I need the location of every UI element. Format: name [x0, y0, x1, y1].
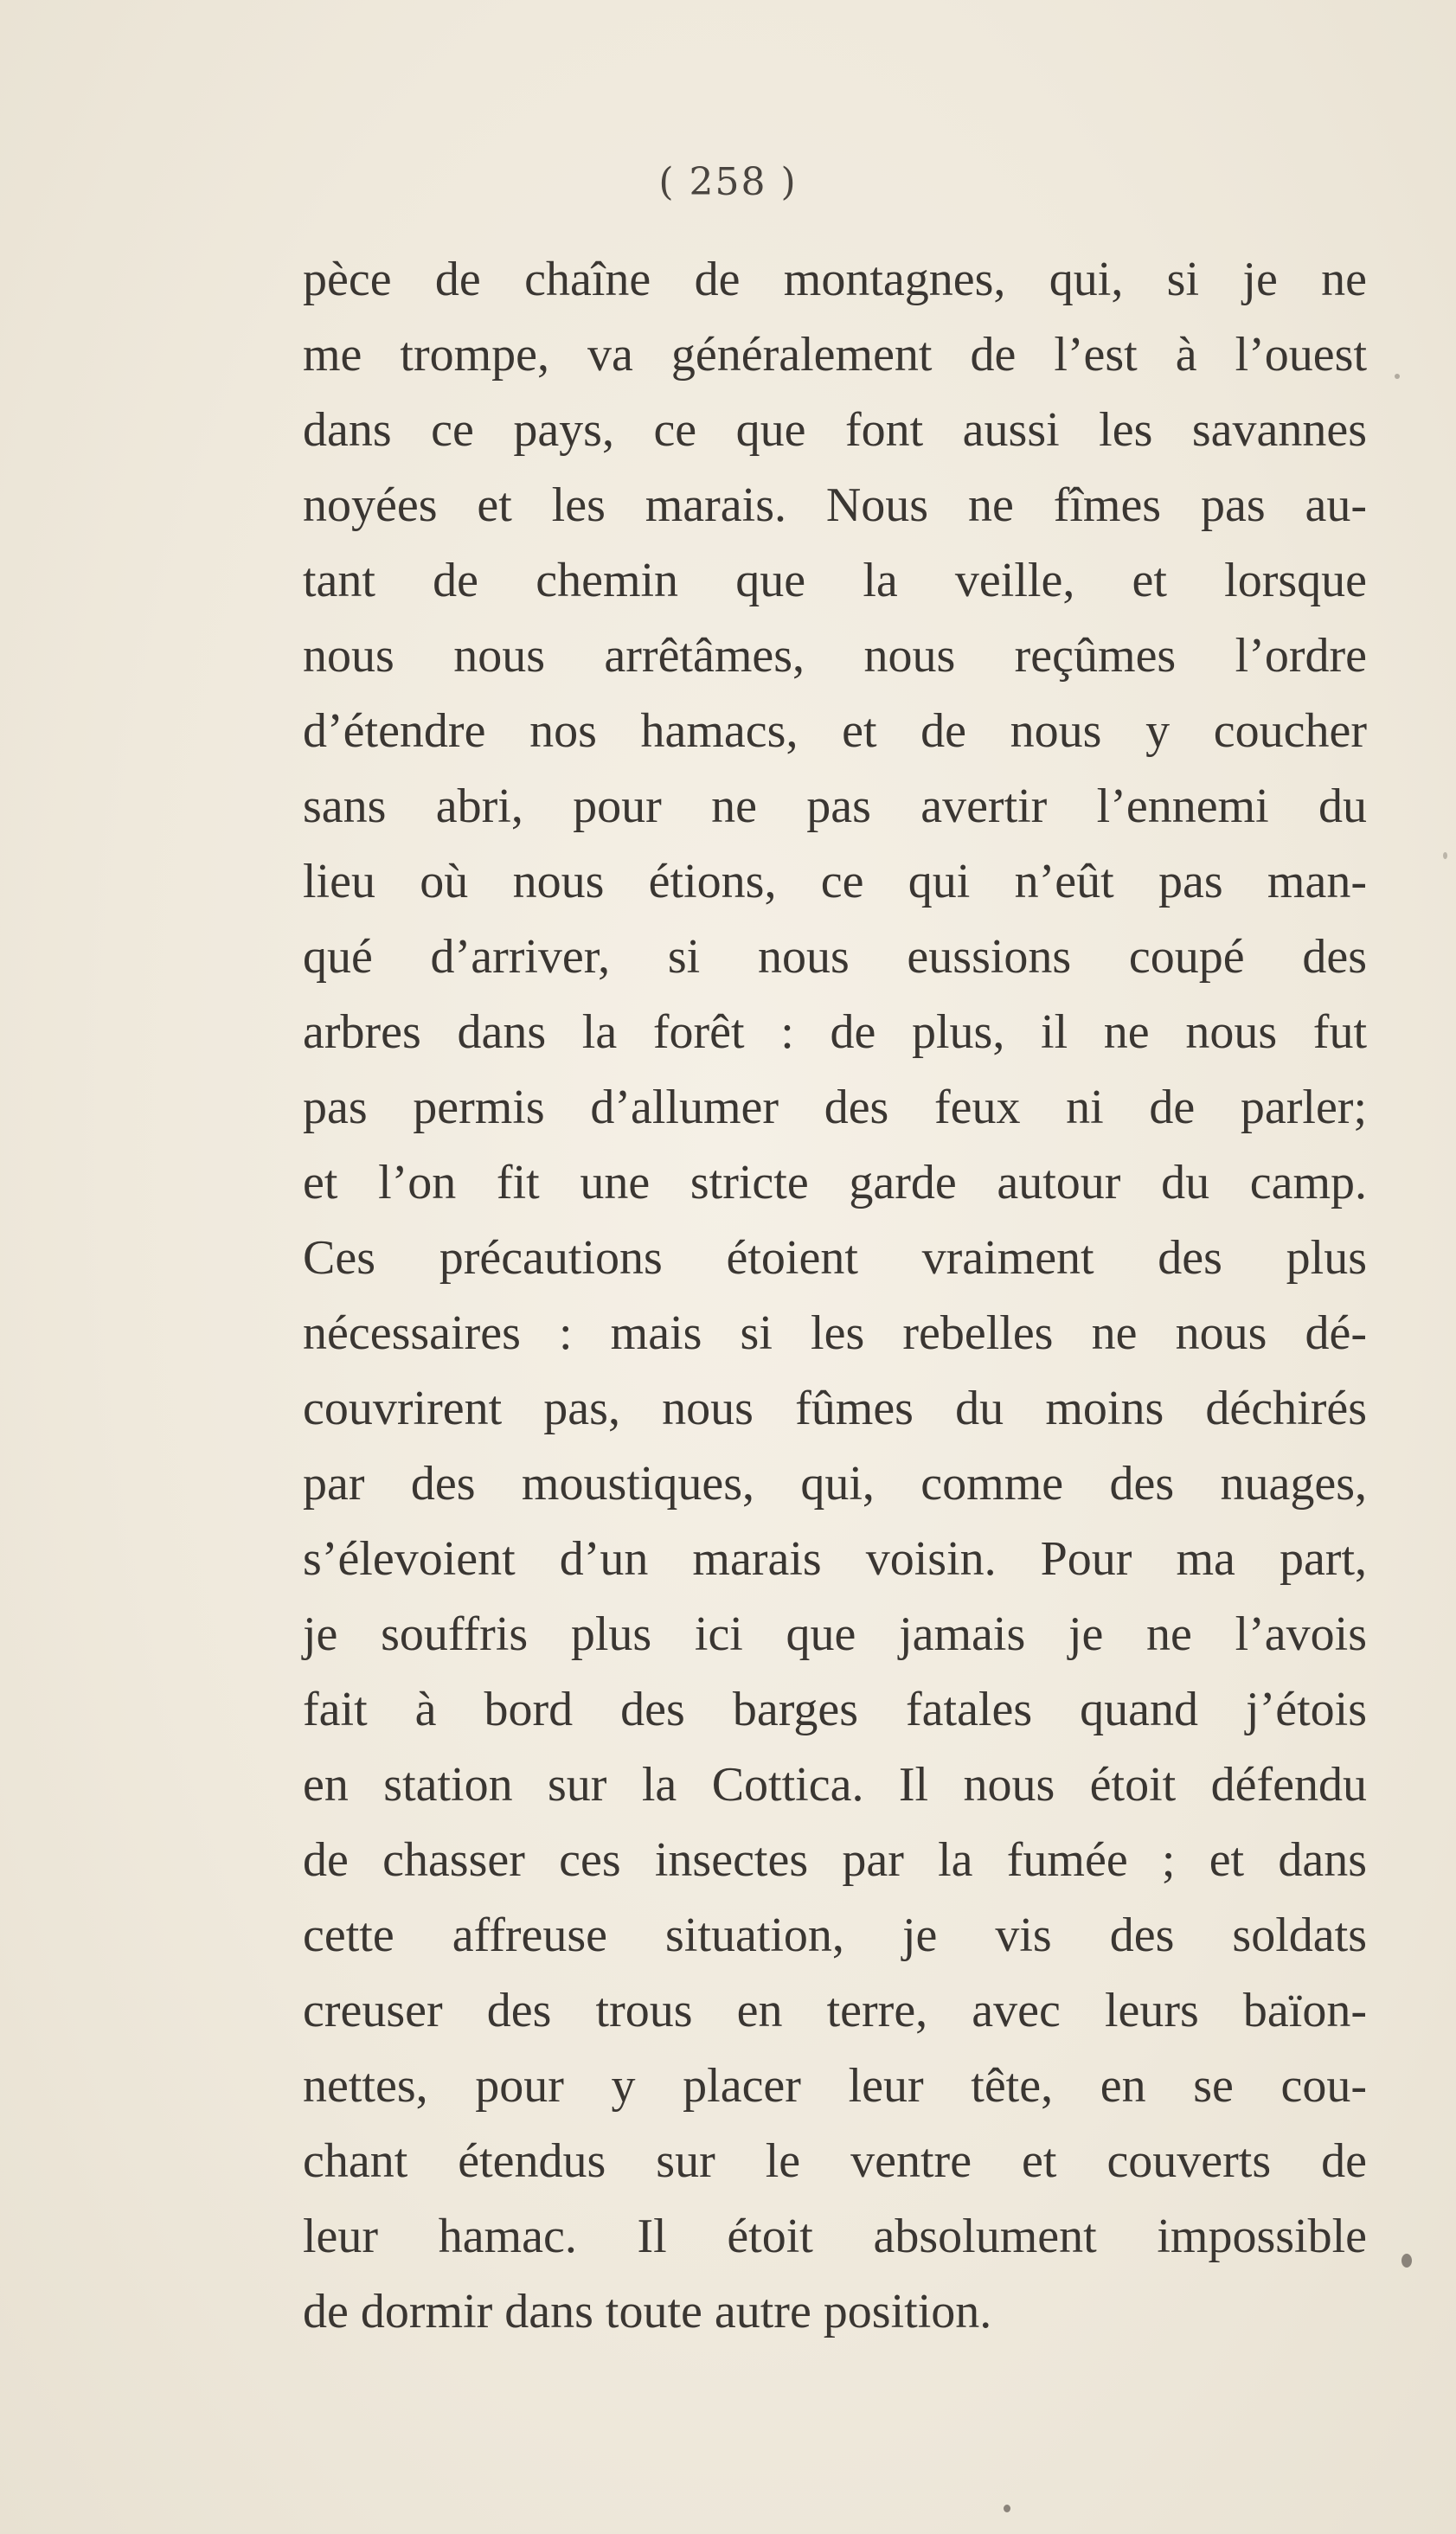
text-line: je souffris plus ici que jamais je ne l’avois [303, 1607, 1367, 1661]
text-line: et l’on fit une stricte garde autour du camp. [303, 1156, 1367, 1209]
paper-speck [1395, 374, 1400, 379]
text-line: leur hamac. Il étoit absolument impossible [303, 2210, 1367, 2263]
text-line: cette affreuse situation, je vis des soldats [303, 1909, 1367, 1962]
text-line: couvrirent pas, nous fûmes du moins déchirés [303, 1382, 1367, 1435]
text-line: chant étendus sur le ventre et couverts de [303, 2134, 1367, 2188]
paper-speck [1004, 2505, 1010, 2512]
text-line: nécessaires : mais si les rebelles ne nous dé- [303, 1306, 1367, 1360]
text-line: de chasser ces insectes par la fumée ; et dans [303, 1833, 1367, 1887]
page-number: ( 258 ) [658, 160, 798, 204]
text-line: lieu où nous étions, ce qui n’eût pas man- [303, 855, 1367, 908]
paper-speck [1401, 2254, 1412, 2268]
text-line: de dormir dans toute autre position. [303, 2285, 992, 2338]
text-line: creuser des trous en terre, avec leurs baïon- [303, 1984, 1367, 2037]
text-line: tant de chemin que la veille, et lorsque [303, 554, 1367, 607]
text-line: me trompe, va généralement de l’est à l’ouest [303, 328, 1367, 382]
text-line: dans ce pays, ce que font aussi les savannes [303, 403, 1367, 457]
text-line: pas permis d’allumer des feux ni de parler; [303, 1081, 1367, 1134]
text-line: par des moustiques, qui, comme des nuages, [303, 1457, 1367, 1511]
text-line: s’élevoient d’un marais voisin. Pour ma part, [303, 1532, 1367, 1586]
text-line: en station sur la Cottica. Il nous étoit défendu [303, 1758, 1367, 1812]
text-line: arbres dans la forêt : de plus, il ne nous fut [303, 1005, 1367, 1059]
text-line: pèce de chaîne de montagnes, qui, si je ne [303, 253, 1367, 306]
text-line: sans abri, pour ne pas avertir l’ennemi du [303, 779, 1367, 833]
text-line: nettes, pour y placer leur tête, en se cou- [303, 2059, 1367, 2113]
body-text [303, 242, 1367, 2350]
paper-speck [1443, 852, 1447, 859]
text-line: Ces précautions étoient vraiment des plus [303, 1231, 1367, 1285]
text-line: d’étendre nos hamacs, et de nous y coucher [303, 704, 1367, 758]
text-line: nous nous arrêtâmes, nous reçûmes l’ordre [303, 629, 1367, 683]
text-line: noyées et les marais. Nous ne fîmes pas au- [303, 478, 1367, 532]
text-line: fait à bord des barges fatales quand j’étois [303, 1683, 1367, 1736]
text-line: qué d’arriver, si nous eussions coupé des [303, 930, 1367, 984]
